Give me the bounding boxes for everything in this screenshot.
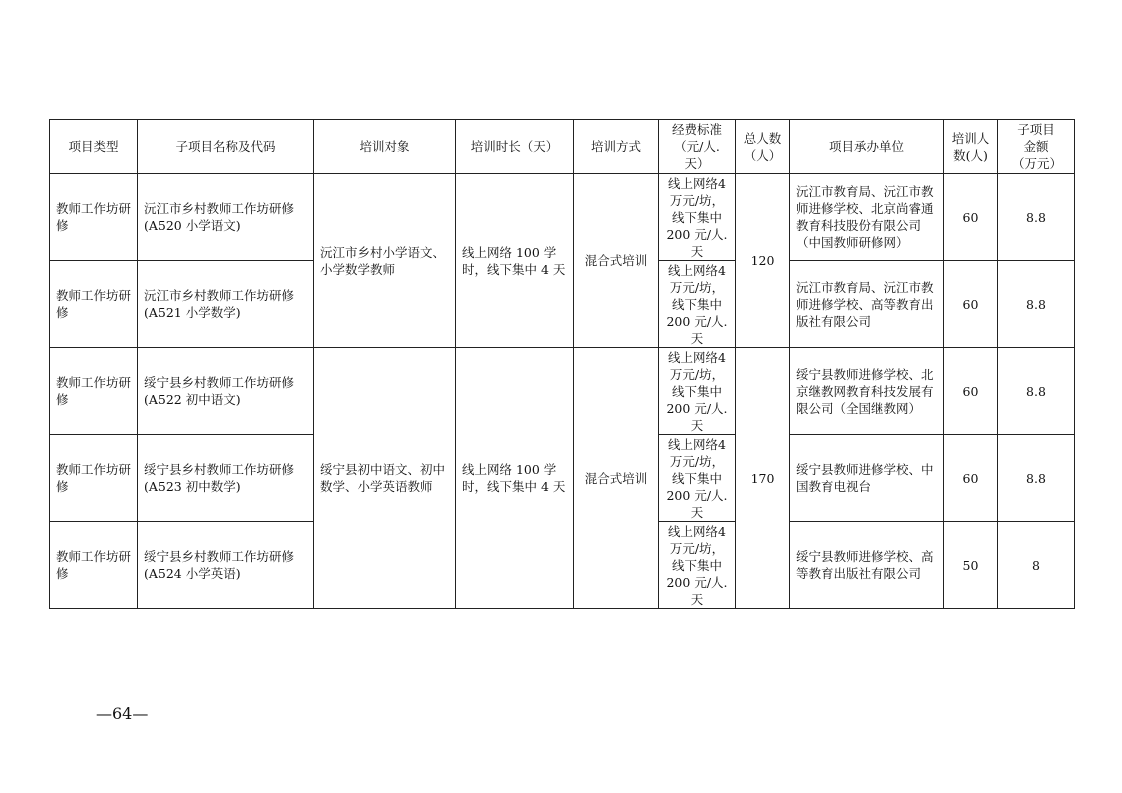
project-table [49,119,1075,609]
subproject-amount: 8.8 [998,348,1075,435]
trainee-count: 60 [944,435,998,522]
table-row [50,174,1075,261]
header-cell: 经费标准（元/人.天） [659,120,736,174]
project-type: 教师工作坊研修 [50,348,138,435]
subproject-amount: 8.8 [998,435,1075,522]
subproject-name: 绥宁县乡村教师工作坊研修(A523 初中数学) [138,435,314,522]
header-cell: 项目类型 [50,120,138,174]
subproject-amount: 8.8 [998,261,1075,348]
header-cell: 培训人数(人) [944,120,998,174]
organizer: 沅江市教育局、沅江市教师进修学校、高等教育出版社有限公司 [790,261,944,348]
header-cell: 培训时长（天） [456,120,574,174]
fee-standard: 线上网络4万元/坊，线下集中200 元/人.天 [659,522,736,609]
header-cell: 培训方式 [574,120,659,174]
organizer: 沅江市教育局、沅江市教师进修学校、北京尚睿通教育科技股份有限公司（中国教师研修网） [790,174,944,261]
fee-standard: 线上网络4万元/坊，线下集中200 元/人.天 [659,348,736,435]
trainee-count: 60 [944,174,998,261]
subproject-name: 绥宁县乡村教师工作坊研修(A524 小学英语) [138,522,314,609]
fee-standard: 线上网络4万元/坊，线下集中200 元/人.天 [659,435,736,522]
organizer: 绥宁县教师进修学校、中国教育电视台 [790,435,944,522]
project-type: 教师工作坊研修 [50,522,138,609]
project-type: 教师工作坊研修 [50,435,138,522]
training-target: 绥宁县初中语文、初中数学、小学英语教师 [314,348,456,609]
trainee-count: 60 [944,261,998,348]
page-number: —64— [96,704,149,723]
subproject-name: 沅江市乡村教师工作坊研修(A520 小学语文) [138,174,314,261]
training-duration: 线上网络 100 学时，线下集中 4 天 [456,174,574,348]
subproject-name: 沅江市乡村教师工作坊研修(A521 小学数学) [138,261,314,348]
trainee-count: 60 [944,348,998,435]
training-method: 混合式培训 [574,348,659,609]
header-cell: 总人数（人） [736,120,790,174]
fee-standard: 线上网络4万元/坊，线下集中200 元/人.天 [659,261,736,348]
header-cell: 子项目名称及代码 [138,120,314,174]
trainee-count: 50 [944,522,998,609]
organizer: 绥宁县教师进修学校、高等教育出版社有限公司 [790,522,944,609]
training-target: 沅江市乡村小学语文、小学数学教师 [314,174,456,348]
training-duration: 线上网络 100 学时，线下集中 4 天 [456,348,574,609]
subproject-amount: 8 [998,522,1075,609]
project-type: 教师工作坊研修 [50,261,138,348]
header-row [50,120,1075,174]
fee-standard: 线上网络4万元/坊，线下集中200 元/人.天 [659,174,736,261]
header-cell: 子项目金额（万元） [998,120,1075,174]
table-row [50,348,1075,435]
subproject-name: 绥宁县乡村教师工作坊研修(A522 初中语文) [138,348,314,435]
project-type: 教师工作坊研修 [50,174,138,261]
training-method: 混合式培训 [574,174,659,348]
total-count: 120 [736,174,790,348]
header-cell: 培训对象 [314,120,456,174]
header-cell: 项目承办单位 [790,120,944,174]
total-count: 170 [736,348,790,609]
organizer: 绥宁县教师进修学校、北京继教网教育科技发展有限公司（全国继教网） [790,348,944,435]
subproject-amount: 8.8 [998,174,1075,261]
